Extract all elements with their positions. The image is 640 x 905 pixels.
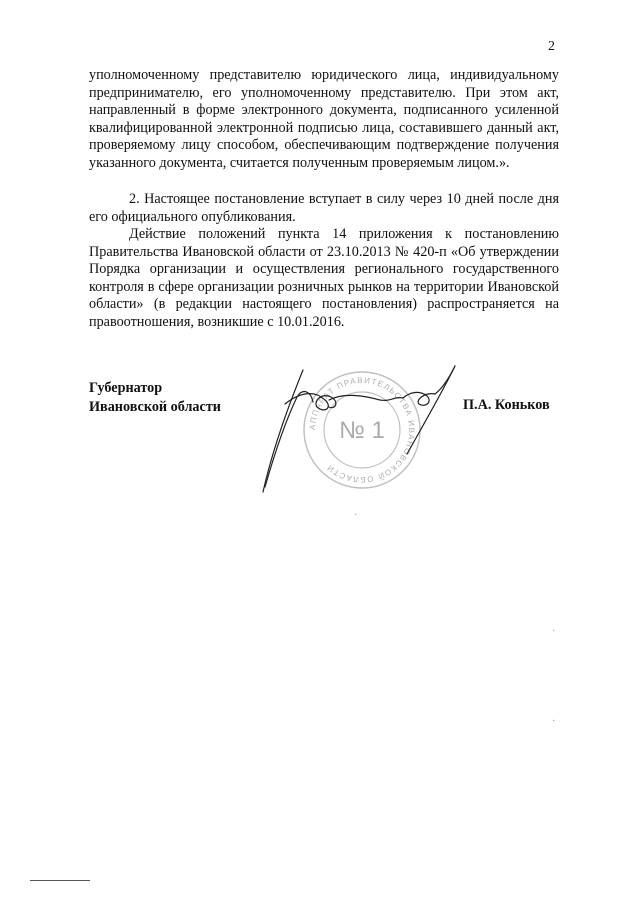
official-seal (304, 372, 420, 488)
seal-and-signature (255, 352, 470, 507)
signatory-title (89, 379, 221, 417)
scan-speck: · (354, 510, 358, 521)
page-number: 2 (548, 39, 555, 54)
scan-speck: · (552, 626, 556, 637)
signatory-name: П.А. Коньков (463, 397, 550, 413)
seal-ring-text: АППАРАТ ПРАВИТЕЛЬСТВА ИВАНОВСКОЙ ОБЛАСТИ (307, 375, 417, 485)
scan-speck: · (552, 716, 556, 727)
signatory-title-line1: Губернатор (89, 380, 163, 396)
seal-number: № 1 (339, 417, 385, 444)
footer-rule (30, 880, 90, 881)
paragraph-continuation: уполномоченному представителю юридического лица, индивидуальному предпринимателю, его уполномоченному представителю. При этом акт, направленный в форме электронного документа, подписанного усиленной квалифицированной электронной подписью лица, составившего данный акт, проверяемому лицу способом, обеспечивающим подтверждение получения указанного документа, считается полученным проверяемым лицом.». (89, 67, 559, 171)
paragraph-applicability: Действие положений пункта 14 приложения к постановлению Правительства Ивановской области от 23.10.2013 № 420-п «Об утверждении Порядка организации и осуществления регионального государственного контроля в сфере организации розничных рынков на территории Ивановской области» (в редакции настоящего постановления) распространяется на правоотношения, возникшие с 10.01.2016. (89, 226, 559, 330)
paragraph-effective-date: 2. Настоящее постановление вступает в силу через 10 дней после дня его официального опубликования. (89, 191, 559, 225)
signatory-title-line2: Ивановской области (89, 399, 221, 415)
